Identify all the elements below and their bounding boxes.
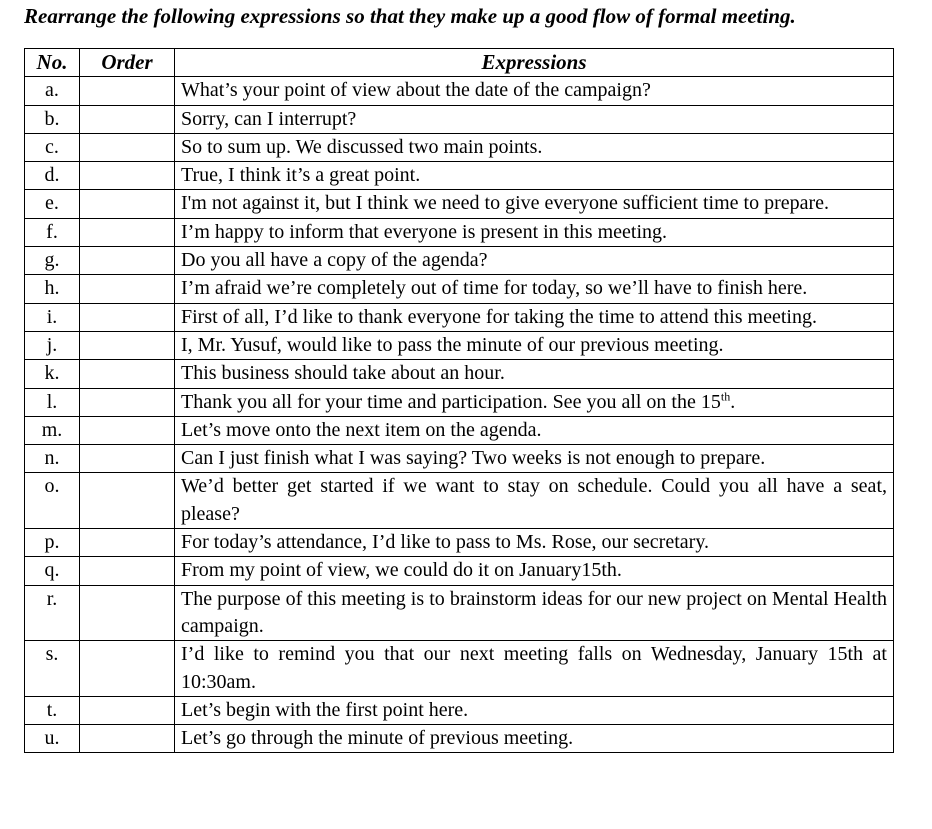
row-number: f.	[25, 218, 80, 246]
table-row	[25, 529, 894, 557]
row-number: h.	[25, 275, 80, 303]
expression-cell	[175, 275, 894, 303]
table-row	[25, 473, 894, 529]
table-row	[25, 275, 894, 303]
expression-text: Let’s move onto the next item on the agenda.	[181, 418, 542, 441]
expression-cell	[175, 557, 894, 585]
superscript: th	[720, 388, 731, 403]
order-cell[interactable]	[80, 303, 175, 331]
order-cell[interactable]	[80, 696, 175, 724]
expression-text: For today’s attendance, I’d like to pass to Ms. Rose, our secretary.	[181, 531, 710, 554]
expression-cell	[175, 360, 894, 388]
order-cell[interactable]	[80, 388, 175, 416]
expressions-table	[24, 48, 894, 753]
order-cell[interactable]	[80, 331, 175, 359]
expression-text: What’s your point of view about the date of the campaign?	[181, 79, 651, 102]
order-cell[interactable]	[80, 77, 175, 105]
expression-text: I’m afraid we’re completely out of time for today, so we’ll have to finish here.	[181, 277, 808, 300]
expression-text: We’d better get started if we want to stay on schedule. Could you all have a seat, please?	[181, 475, 887, 525]
expression-cell	[175, 725, 894, 753]
table-row	[25, 247, 894, 275]
expression-cell	[175, 696, 894, 724]
expression-cell	[175, 105, 894, 133]
table-row	[25, 331, 894, 359]
table-row	[25, 696, 894, 724]
order-cell[interactable]	[80, 557, 175, 585]
header-expressions: Expressions	[175, 49, 894, 77]
expression-text: First of all, I’d like to thank everyone for taking the time to attend this meeting.	[181, 305, 817, 328]
row-number: e.	[25, 190, 80, 218]
table-row	[25, 218, 894, 246]
expression-text: From my point of view, we could do it on January15th.	[181, 559, 622, 582]
expression-text: Thank you all for your time and participation. See you all on the 15	[181, 390, 721, 413]
order-cell[interactable]	[80, 473, 175, 529]
expression-cell	[175, 585, 894, 641]
table-header-row	[25, 49, 894, 77]
table-row	[25, 360, 894, 388]
order-cell[interactable]	[80, 162, 175, 190]
expression-cell	[175, 190, 894, 218]
order-cell[interactable]	[80, 218, 175, 246]
expression-text: Let’s begin with the first point here.	[181, 698, 469, 721]
table-row	[25, 585, 894, 641]
expression-text: This business should take about an hour.	[181, 362, 505, 385]
order-cell[interactable]	[80, 641, 175, 697]
table-row	[25, 303, 894, 331]
expression-text: I’d like to remind you that our next meeting falls on Wednesday, January 15th at 10:30am.	[181, 643, 887, 693]
expression-cell	[175, 473, 894, 529]
table-row	[25, 641, 894, 697]
header-order: Order	[80, 49, 175, 77]
row-number: d.	[25, 162, 80, 190]
order-cell[interactable]	[80, 133, 175, 161]
order-cell[interactable]	[80, 247, 175, 275]
row-number: s.	[25, 641, 80, 697]
expression-text: I'm not against it, but I think we need to give everyone sufficient time to prepare.	[181, 192, 830, 215]
header-no: No.	[25, 49, 80, 77]
table-row	[25, 162, 894, 190]
row-number: a.	[25, 77, 80, 105]
row-number: k.	[25, 360, 80, 388]
row-number: n.	[25, 445, 80, 473]
order-cell[interactable]	[80, 529, 175, 557]
expression-cell	[175, 529, 894, 557]
expression-cell	[175, 388, 894, 416]
order-cell[interactable]	[80, 445, 175, 473]
table-row	[25, 77, 894, 105]
row-number: l.	[25, 388, 80, 416]
table-row	[25, 133, 894, 161]
order-cell[interactable]	[80, 360, 175, 388]
table-row	[25, 105, 894, 133]
row-number: q.	[25, 557, 80, 585]
row-number: b.	[25, 105, 80, 133]
expression-text: Sorry, can I interrupt?	[181, 107, 357, 130]
expression-cell	[175, 247, 894, 275]
row-number: o.	[25, 473, 80, 529]
row-number: i.	[25, 303, 80, 331]
expression-cell	[175, 162, 894, 190]
expression-text: Do you all have a copy of the agenda?	[181, 249, 488, 272]
row-number: p.	[25, 529, 80, 557]
order-cell[interactable]	[80, 105, 175, 133]
row-number: u.	[25, 725, 80, 753]
row-number: t.	[25, 696, 80, 724]
expression-text: So to sum up. We discussed two main points.	[181, 135, 543, 158]
expression-cell	[175, 133, 894, 161]
row-number: j.	[25, 331, 80, 359]
row-number: r.	[25, 585, 80, 641]
expression-text: Let’s go through the minute of previous meeting.	[181, 727, 574, 750]
expression-cell	[175, 303, 894, 331]
expression-text: I’m happy to inform that everyone is present in this meeting.	[181, 220, 667, 243]
expression-cell	[175, 218, 894, 246]
order-cell[interactable]	[80, 585, 175, 641]
table-row	[25, 190, 894, 218]
expression-text: The purpose of this meeting is to brainstorm ideas for our new project on Mental Health campaign.	[181, 587, 887, 637]
expression-cell	[175, 445, 894, 473]
table-row	[25, 725, 894, 753]
expression-cell	[175, 416, 894, 444]
expression-end: .	[730, 390, 736, 413]
order-cell[interactable]	[80, 190, 175, 218]
expression-cell	[175, 77, 894, 105]
order-cell[interactable]	[80, 275, 175, 303]
instruction-title: Rearrange the following expressions so that they make up a good flow of formal meeting.	[24, 4, 796, 28]
table-row	[25, 445, 894, 473]
table-row	[25, 557, 894, 585]
table-row	[25, 388, 894, 416]
order-cell[interactable]	[80, 725, 175, 753]
expression-text: True, I think it’s a great point.	[181, 164, 421, 187]
row-number: m.	[25, 416, 80, 444]
expression-cell	[175, 331, 894, 359]
order-cell[interactable]	[80, 416, 175, 444]
table-row	[25, 416, 894, 444]
row-number: g.	[25, 247, 80, 275]
expression-cell	[175, 641, 894, 697]
row-number: c.	[25, 133, 80, 161]
expression-text: Can I just finish what I was saying? Two weeks is not enough to prepare.	[181, 447, 766, 470]
expression-text: I, Mr. Yusuf, would like to pass the minute of our previous meeting.	[181, 333, 724, 356]
